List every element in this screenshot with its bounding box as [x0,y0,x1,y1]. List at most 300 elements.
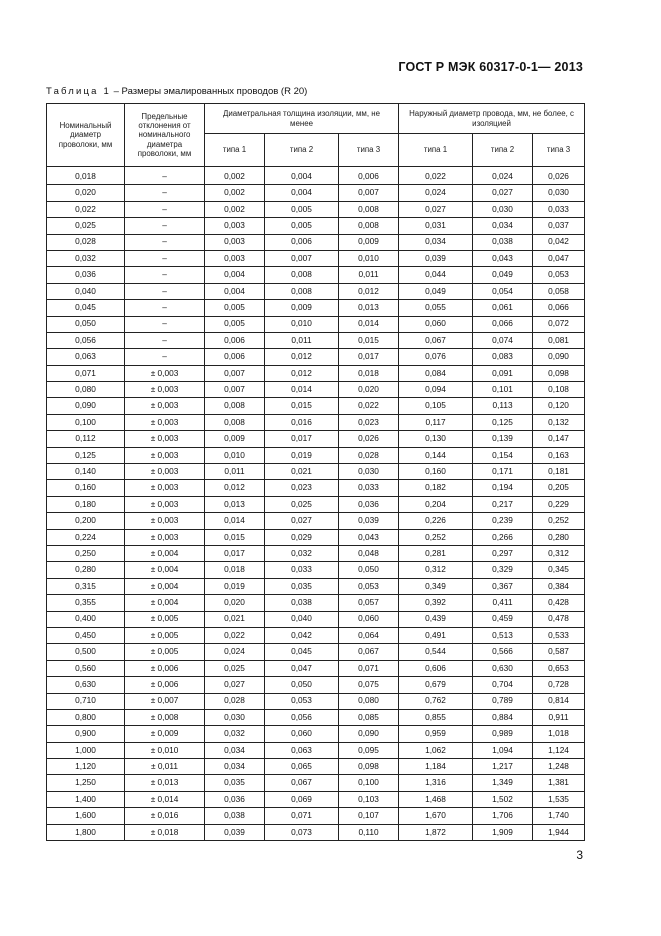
cell-outer-type-3: 0,030 [533,185,585,201]
cell-nominal-diameter: 1,600 [47,808,125,824]
cell-outer-type-1: 0,204 [399,496,473,512]
cell-tolerance: – [125,332,205,348]
cell-outer-type-2: 0,034 [473,218,533,234]
cell-outer-type-1: 0,491 [399,627,473,643]
cell-outer-type-1: 1,468 [399,791,473,807]
cell-outer-type-3: 1,944 [533,824,585,840]
cell-outer-type-3: 0,163 [533,447,585,463]
cell-insulation-type-1: 0,039 [205,824,265,840]
cell-insulation-type-1: 0,004 [205,283,265,299]
cell-insulation-type-2: 0,025 [265,496,339,512]
cell-nominal-diameter: 0,125 [47,447,125,463]
table-row [47,693,585,709]
wire-dimensions-table [46,103,585,841]
cell-insulation-type-3: 0,015 [339,332,399,348]
cell-insulation-type-3: 0,057 [339,595,399,611]
cell-outer-type-2: 0,074 [473,332,533,348]
document-header: ГОСТ Р МЭК 60317-0-1— 2013 [398,60,583,74]
cell-insulation-type-3: 0,022 [339,398,399,414]
cell-insulation-type-3: 0,013 [339,300,399,316]
cell-nominal-diameter: 1,120 [47,759,125,775]
cell-tolerance: – [125,167,205,185]
cell-insulation-type-2: 0,069 [265,791,339,807]
table-row [47,250,585,266]
table-row [47,726,585,742]
cell-tolerance: – [125,201,205,217]
cell-tolerance: ± 0,003 [125,480,205,496]
cell-insulation-type-3: 0,039 [339,513,399,529]
cell-outer-type-1: 0,117 [399,414,473,430]
cell-insulation-type-3: 0,095 [339,742,399,758]
cell-outer-type-2: 1,706 [473,808,533,824]
cell-outer-type-1: 0,281 [399,545,473,561]
cell-outer-type-2: 0,024 [473,167,533,185]
cell-outer-type-1: 0,252 [399,529,473,545]
cell-outer-type-3: 0,911 [533,709,585,725]
table-row [47,332,585,348]
table-row [47,660,585,676]
cell-tolerance: ± 0,006 [125,660,205,676]
cell-insulation-type-1: 0,025 [205,660,265,676]
header-insulation-type-1: типа 1 [205,134,265,167]
cell-outer-type-1: 0,855 [399,709,473,725]
table-row [47,496,585,512]
cell-outer-type-3: 0,533 [533,627,585,643]
cell-nominal-diameter: 0,710 [47,693,125,709]
cell-insulation-type-3: 0,026 [339,431,399,447]
cell-outer-type-1: 0,392 [399,595,473,611]
cell-insulation-type-3: 0,028 [339,447,399,463]
cell-outer-type-3: 0,728 [533,677,585,693]
cell-outer-type-2: 0,566 [473,644,533,660]
cell-insulation-type-1: 0,038 [205,808,265,824]
cell-outer-type-3: 1,740 [533,808,585,824]
table-row [47,562,585,578]
table-row [47,365,585,381]
table-body [47,167,585,841]
table-caption-text: – Размеры эмалированных проводов (R 20) [110,86,308,97]
cell-outer-type-3: 0,053 [533,267,585,283]
cell-outer-type-2: 0,217 [473,496,533,512]
cell-tolerance: ± 0,003 [125,382,205,398]
table-row [47,759,585,775]
table-row [47,824,585,840]
cell-nominal-diameter: 0,800 [47,709,125,725]
cell-insulation-type-1: 0,007 [205,365,265,381]
cell-nominal-diameter: 0,500 [47,644,125,660]
cell-outer-type-1: 0,044 [399,267,473,283]
cell-insulation-type-2: 0,060 [265,726,339,742]
table-row [47,595,585,611]
cell-outer-type-2: 1,349 [473,775,533,791]
cell-insulation-type-2: 0,056 [265,709,339,725]
cell-outer-type-2: 0,239 [473,513,533,529]
cell-outer-type-1: 0,067 [399,332,473,348]
cell-tolerance: – [125,300,205,316]
cell-insulation-type-3: 0,018 [339,365,399,381]
cell-tolerance: ± 0,018 [125,824,205,840]
cell-outer-type-2: 0,083 [473,349,533,365]
table-row [47,201,585,217]
cell-insulation-type-3: 0,053 [339,578,399,594]
cell-insulation-type-2: 0,040 [265,611,339,627]
cell-insulation-type-2: 0,016 [265,414,339,430]
cell-outer-type-3: 0,312 [533,545,585,561]
cell-insulation-type-1: 0,018 [205,562,265,578]
cell-outer-type-2: 0,154 [473,447,533,463]
table-row [47,791,585,807]
table-row [47,167,585,185]
cell-insulation-type-3: 0,110 [339,824,399,840]
cell-insulation-type-3: 0,060 [339,611,399,627]
header-outer-diameter: Наружный диаметр провода, мм, не более, с изоляцией [399,104,585,134]
table-row [47,283,585,299]
cell-nominal-diameter: 0,112 [47,431,125,447]
cell-insulation-type-2: 0,017 [265,431,339,447]
cell-tolerance: ± 0,003 [125,464,205,480]
table-row [47,185,585,201]
cell-insulation-type-2: 0,006 [265,234,339,250]
cell-outer-type-2: 0,989 [473,726,533,742]
table-row [47,513,585,529]
cell-outer-type-2: 0,054 [473,283,533,299]
cell-outer-type-2: 0,513 [473,627,533,643]
cell-insulation-type-1: 0,030 [205,709,265,725]
cell-insulation-type-1: 0,013 [205,496,265,512]
cell-outer-type-1: 0,762 [399,693,473,709]
cell-insulation-type-2: 0,042 [265,627,339,643]
cell-insulation-type-3: 0,085 [339,709,399,725]
cell-outer-type-2: 1,909 [473,824,533,840]
cell-tolerance: – [125,250,205,266]
cell-outer-type-2: 0,061 [473,300,533,316]
cell-nominal-diameter: 0,036 [47,267,125,283]
cell-outer-type-2: 0,043 [473,250,533,266]
cell-outer-type-1: 0,034 [399,234,473,250]
cell-insulation-type-1: 0,024 [205,644,265,660]
cell-insulation-type-1: 0,006 [205,332,265,348]
cell-outer-type-3: 0,047 [533,250,585,266]
cell-insulation-type-3: 0,067 [339,644,399,660]
cell-outer-type-1: 0,039 [399,250,473,266]
cell-insulation-type-3: 0,048 [339,545,399,561]
cell-tolerance: ± 0,004 [125,562,205,578]
cell-outer-type-2: 0,194 [473,480,533,496]
cell-insulation-type-3: 0,014 [339,316,399,332]
cell-outer-type-3: 0,653 [533,660,585,676]
cell-nominal-diameter: 1,000 [47,742,125,758]
cell-outer-type-1: 0,439 [399,611,473,627]
cell-outer-type-2: 0,630 [473,660,533,676]
cell-outer-type-3: 0,081 [533,332,585,348]
cell-insulation-type-2: 0,012 [265,349,339,365]
cell-nominal-diameter: 0,280 [47,562,125,578]
cell-insulation-type-3: 0,020 [339,382,399,398]
cell-nominal-diameter: 0,020 [47,185,125,201]
cell-outer-type-1: 0,144 [399,447,473,463]
cell-tolerance: – [125,283,205,299]
cell-tolerance: ± 0,003 [125,513,205,529]
table-row [47,775,585,791]
cell-outer-type-3: 0,345 [533,562,585,578]
cell-insulation-type-3: 0,107 [339,808,399,824]
cell-outer-type-3: 0,026 [533,167,585,185]
cell-insulation-type-2: 0,035 [265,578,339,594]
cell-outer-type-1: 1,184 [399,759,473,775]
table-row [47,234,585,250]
table-row [47,545,585,561]
cell-outer-type-1: 0,544 [399,644,473,660]
table-row [47,447,585,463]
cell-outer-type-3: 0,108 [533,382,585,398]
cell-nominal-diameter: 0,140 [47,464,125,480]
cell-insulation-type-1: 0,012 [205,480,265,496]
cell-nominal-diameter: 0,040 [47,283,125,299]
cell-outer-type-2: 1,094 [473,742,533,758]
cell-insulation-type-3: 0,100 [339,775,399,791]
cell-outer-type-1: 1,316 [399,775,473,791]
cell-insulation-type-1: 0,028 [205,693,265,709]
cell-outer-type-1: 0,226 [399,513,473,529]
cell-insulation-type-2: 0,033 [265,562,339,578]
cell-insulation-type-1: 0,005 [205,316,265,332]
table-caption [46,86,307,97]
cell-insulation-type-1: 0,035 [205,775,265,791]
cell-outer-type-3: 1,381 [533,775,585,791]
cell-outer-type-1: 0,959 [399,726,473,742]
cell-outer-type-1: 0,084 [399,365,473,381]
header-insulation-thickness: Диаметральная толщина изоляции, мм, не менее [205,104,399,134]
cell-outer-type-3: 0,058 [533,283,585,299]
cell-outer-type-2: 1,217 [473,759,533,775]
cell-nominal-diameter: 0,630 [47,677,125,693]
cell-outer-type-1: 0,094 [399,382,473,398]
cell-outer-type-1: 0,312 [399,562,473,578]
cell-insulation-type-1: 0,003 [205,250,265,266]
cell-insulation-type-1: 0,034 [205,759,265,775]
cell-outer-type-1: 0,606 [399,660,473,676]
cell-outer-type-1: 0,055 [399,300,473,316]
cell-tolerance: ± 0,014 [125,791,205,807]
cell-insulation-type-3: 0,098 [339,759,399,775]
cell-outer-type-2: 0,171 [473,464,533,480]
cell-insulation-type-1: 0,008 [205,414,265,430]
cell-outer-type-3: 0,280 [533,529,585,545]
cell-insulation-type-2: 0,045 [265,644,339,660]
cell-insulation-type-2: 0,023 [265,480,339,496]
cell-outer-type-3: 0,090 [533,349,585,365]
cell-nominal-diameter: 0,028 [47,234,125,250]
cell-nominal-diameter: 0,018 [47,167,125,185]
cell-outer-type-2: 0,411 [473,595,533,611]
cell-nominal-diameter: 0,200 [47,513,125,529]
cell-tolerance: ± 0,007 [125,693,205,709]
cell-outer-type-2: 0,049 [473,267,533,283]
cell-outer-type-3: 0,120 [533,398,585,414]
cell-insulation-type-3: 0,007 [339,185,399,201]
cell-outer-type-1: 0,049 [399,283,473,299]
table-row [47,480,585,496]
cell-nominal-diameter: 0,050 [47,316,125,332]
table-row [47,742,585,758]
cell-nominal-diameter: 0,900 [47,726,125,742]
cell-insulation-type-2: 0,073 [265,824,339,840]
cell-insulation-type-2: 0,067 [265,775,339,791]
cell-insulation-type-1: 0,034 [205,742,265,758]
header-insulation-type-3: типа 3 [339,134,399,167]
cell-outer-type-3: 1,018 [533,726,585,742]
cell-insulation-type-2: 0,004 [265,185,339,201]
cell-tolerance: ± 0,008 [125,709,205,725]
table-row [47,382,585,398]
cell-tolerance: ± 0,005 [125,644,205,660]
cell-outer-type-3: 0,181 [533,464,585,480]
cell-insulation-type-2: 0,053 [265,693,339,709]
cell-outer-type-1: 0,076 [399,349,473,365]
cell-insulation-type-3: 0,030 [339,464,399,480]
cell-insulation-type-2: 0,029 [265,529,339,545]
cell-insulation-type-1: 0,008 [205,398,265,414]
cell-insulation-type-2: 0,015 [265,398,339,414]
cell-insulation-type-2: 0,071 [265,808,339,824]
cell-nominal-diameter: 0,100 [47,414,125,430]
cell-tolerance: – [125,218,205,234]
cell-insulation-type-3: 0,071 [339,660,399,676]
cell-insulation-type-3: 0,010 [339,250,399,266]
header-outer-type-2: типа 2 [473,134,533,167]
cell-outer-type-1: 0,160 [399,464,473,480]
cell-outer-type-2: 0,789 [473,693,533,709]
cell-insulation-type-2: 0,019 [265,447,339,463]
cell-outer-type-1: 0,060 [399,316,473,332]
cell-insulation-type-3: 0,009 [339,234,399,250]
cell-insulation-type-3: 0,008 [339,201,399,217]
cell-outer-type-3: 0,205 [533,480,585,496]
cell-tolerance: – [125,349,205,365]
cell-insulation-type-2: 0,011 [265,332,339,348]
cell-outer-type-3: 1,124 [533,742,585,758]
cell-outer-type-3: 0,147 [533,431,585,447]
cell-outer-type-3: 0,814 [533,693,585,709]
header-insulation-type-2: типа 2 [265,134,339,167]
table-row [47,627,585,643]
cell-nominal-diameter: 0,224 [47,529,125,545]
cell-outer-type-3: 0,072 [533,316,585,332]
cell-outer-type-2: 0,030 [473,201,533,217]
cell-outer-type-2: 0,884 [473,709,533,725]
cell-insulation-type-2: 0,027 [265,513,339,529]
cell-outer-type-3: 1,248 [533,759,585,775]
cell-nominal-diameter: 0,056 [47,332,125,348]
cell-insulation-type-3: 0,017 [339,349,399,365]
cell-insulation-type-1: 0,036 [205,791,265,807]
cell-insulation-type-2: 0,007 [265,250,339,266]
table-caption-prefix: Таблица 1 [46,86,111,97]
cell-nominal-diameter: 1,250 [47,775,125,791]
cell-insulation-type-2: 0,009 [265,300,339,316]
cell-insulation-type-1: 0,009 [205,431,265,447]
cell-insulation-type-2: 0,012 [265,365,339,381]
cell-nominal-diameter: 0,025 [47,218,125,234]
cell-tolerance: ± 0,016 [125,808,205,824]
cell-tolerance: ± 0,003 [125,431,205,447]
cell-insulation-type-1: 0,006 [205,349,265,365]
cell-tolerance: ± 0,010 [125,742,205,758]
cell-nominal-diameter: 1,400 [47,791,125,807]
cell-insulation-type-1: 0,017 [205,545,265,561]
table-row [47,709,585,725]
cell-insulation-type-1: 0,020 [205,595,265,611]
cell-insulation-type-2: 0,010 [265,316,339,332]
cell-insulation-type-1: 0,022 [205,627,265,643]
cell-outer-type-3: 0,229 [533,496,585,512]
cell-tolerance: ± 0,003 [125,398,205,414]
cell-nominal-diameter: 0,071 [47,365,125,381]
cell-outer-type-2: 0,459 [473,611,533,627]
cell-insulation-type-3: 0,011 [339,267,399,283]
cell-insulation-type-3: 0,023 [339,414,399,430]
cell-nominal-diameter: 0,063 [47,349,125,365]
cell-insulation-type-2: 0,014 [265,382,339,398]
cell-outer-type-3: 0,042 [533,234,585,250]
cell-insulation-type-2: 0,050 [265,677,339,693]
cell-nominal-diameter: 0,450 [47,627,125,643]
cell-tolerance: – [125,267,205,283]
cell-insulation-type-3: 0,050 [339,562,399,578]
cell-outer-type-1: 0,031 [399,218,473,234]
cell-outer-type-2: 0,091 [473,365,533,381]
cell-outer-type-2: 0,367 [473,578,533,594]
cell-nominal-diameter: 0,045 [47,300,125,316]
header-outer-type-3: типа 3 [533,134,585,167]
cell-insulation-type-1: 0,019 [205,578,265,594]
cell-insulation-type-1: 0,003 [205,218,265,234]
cell-outer-type-2: 0,027 [473,185,533,201]
cell-insulation-type-1: 0,005 [205,300,265,316]
cell-outer-type-2: 0,139 [473,431,533,447]
cell-tolerance: ± 0,005 [125,611,205,627]
table-row [47,267,585,283]
cell-insulation-type-2: 0,032 [265,545,339,561]
cell-insulation-type-2: 0,008 [265,283,339,299]
cell-tolerance: ± 0,004 [125,595,205,611]
cell-outer-type-1: 0,182 [399,480,473,496]
cell-insulation-type-3: 0,008 [339,218,399,234]
table-row [47,414,585,430]
cell-outer-type-1: 0,679 [399,677,473,693]
cell-outer-type-2: 0,266 [473,529,533,545]
cell-insulation-type-1: 0,002 [205,167,265,185]
cell-outer-type-1: 0,130 [399,431,473,447]
table-row [47,349,585,365]
cell-nominal-diameter: 0,180 [47,496,125,512]
table-row [47,644,585,660]
cell-insulation-type-2: 0,021 [265,464,339,480]
cell-tolerance: ± 0,004 [125,578,205,594]
cell-insulation-type-2: 0,008 [265,267,339,283]
cell-nominal-diameter: 0,080 [47,382,125,398]
cell-insulation-type-1: 0,021 [205,611,265,627]
cell-outer-type-1: 0,022 [399,167,473,185]
cell-outer-type-2: 0,297 [473,545,533,561]
cell-outer-type-1: 1,872 [399,824,473,840]
cell-nominal-diameter: 0,032 [47,250,125,266]
cell-outer-type-3: 0,098 [533,365,585,381]
cell-insulation-type-3: 0,075 [339,677,399,693]
cell-insulation-type-1: 0,003 [205,234,265,250]
cell-insulation-type-3: 0,090 [339,726,399,742]
cell-tolerance: – [125,234,205,250]
